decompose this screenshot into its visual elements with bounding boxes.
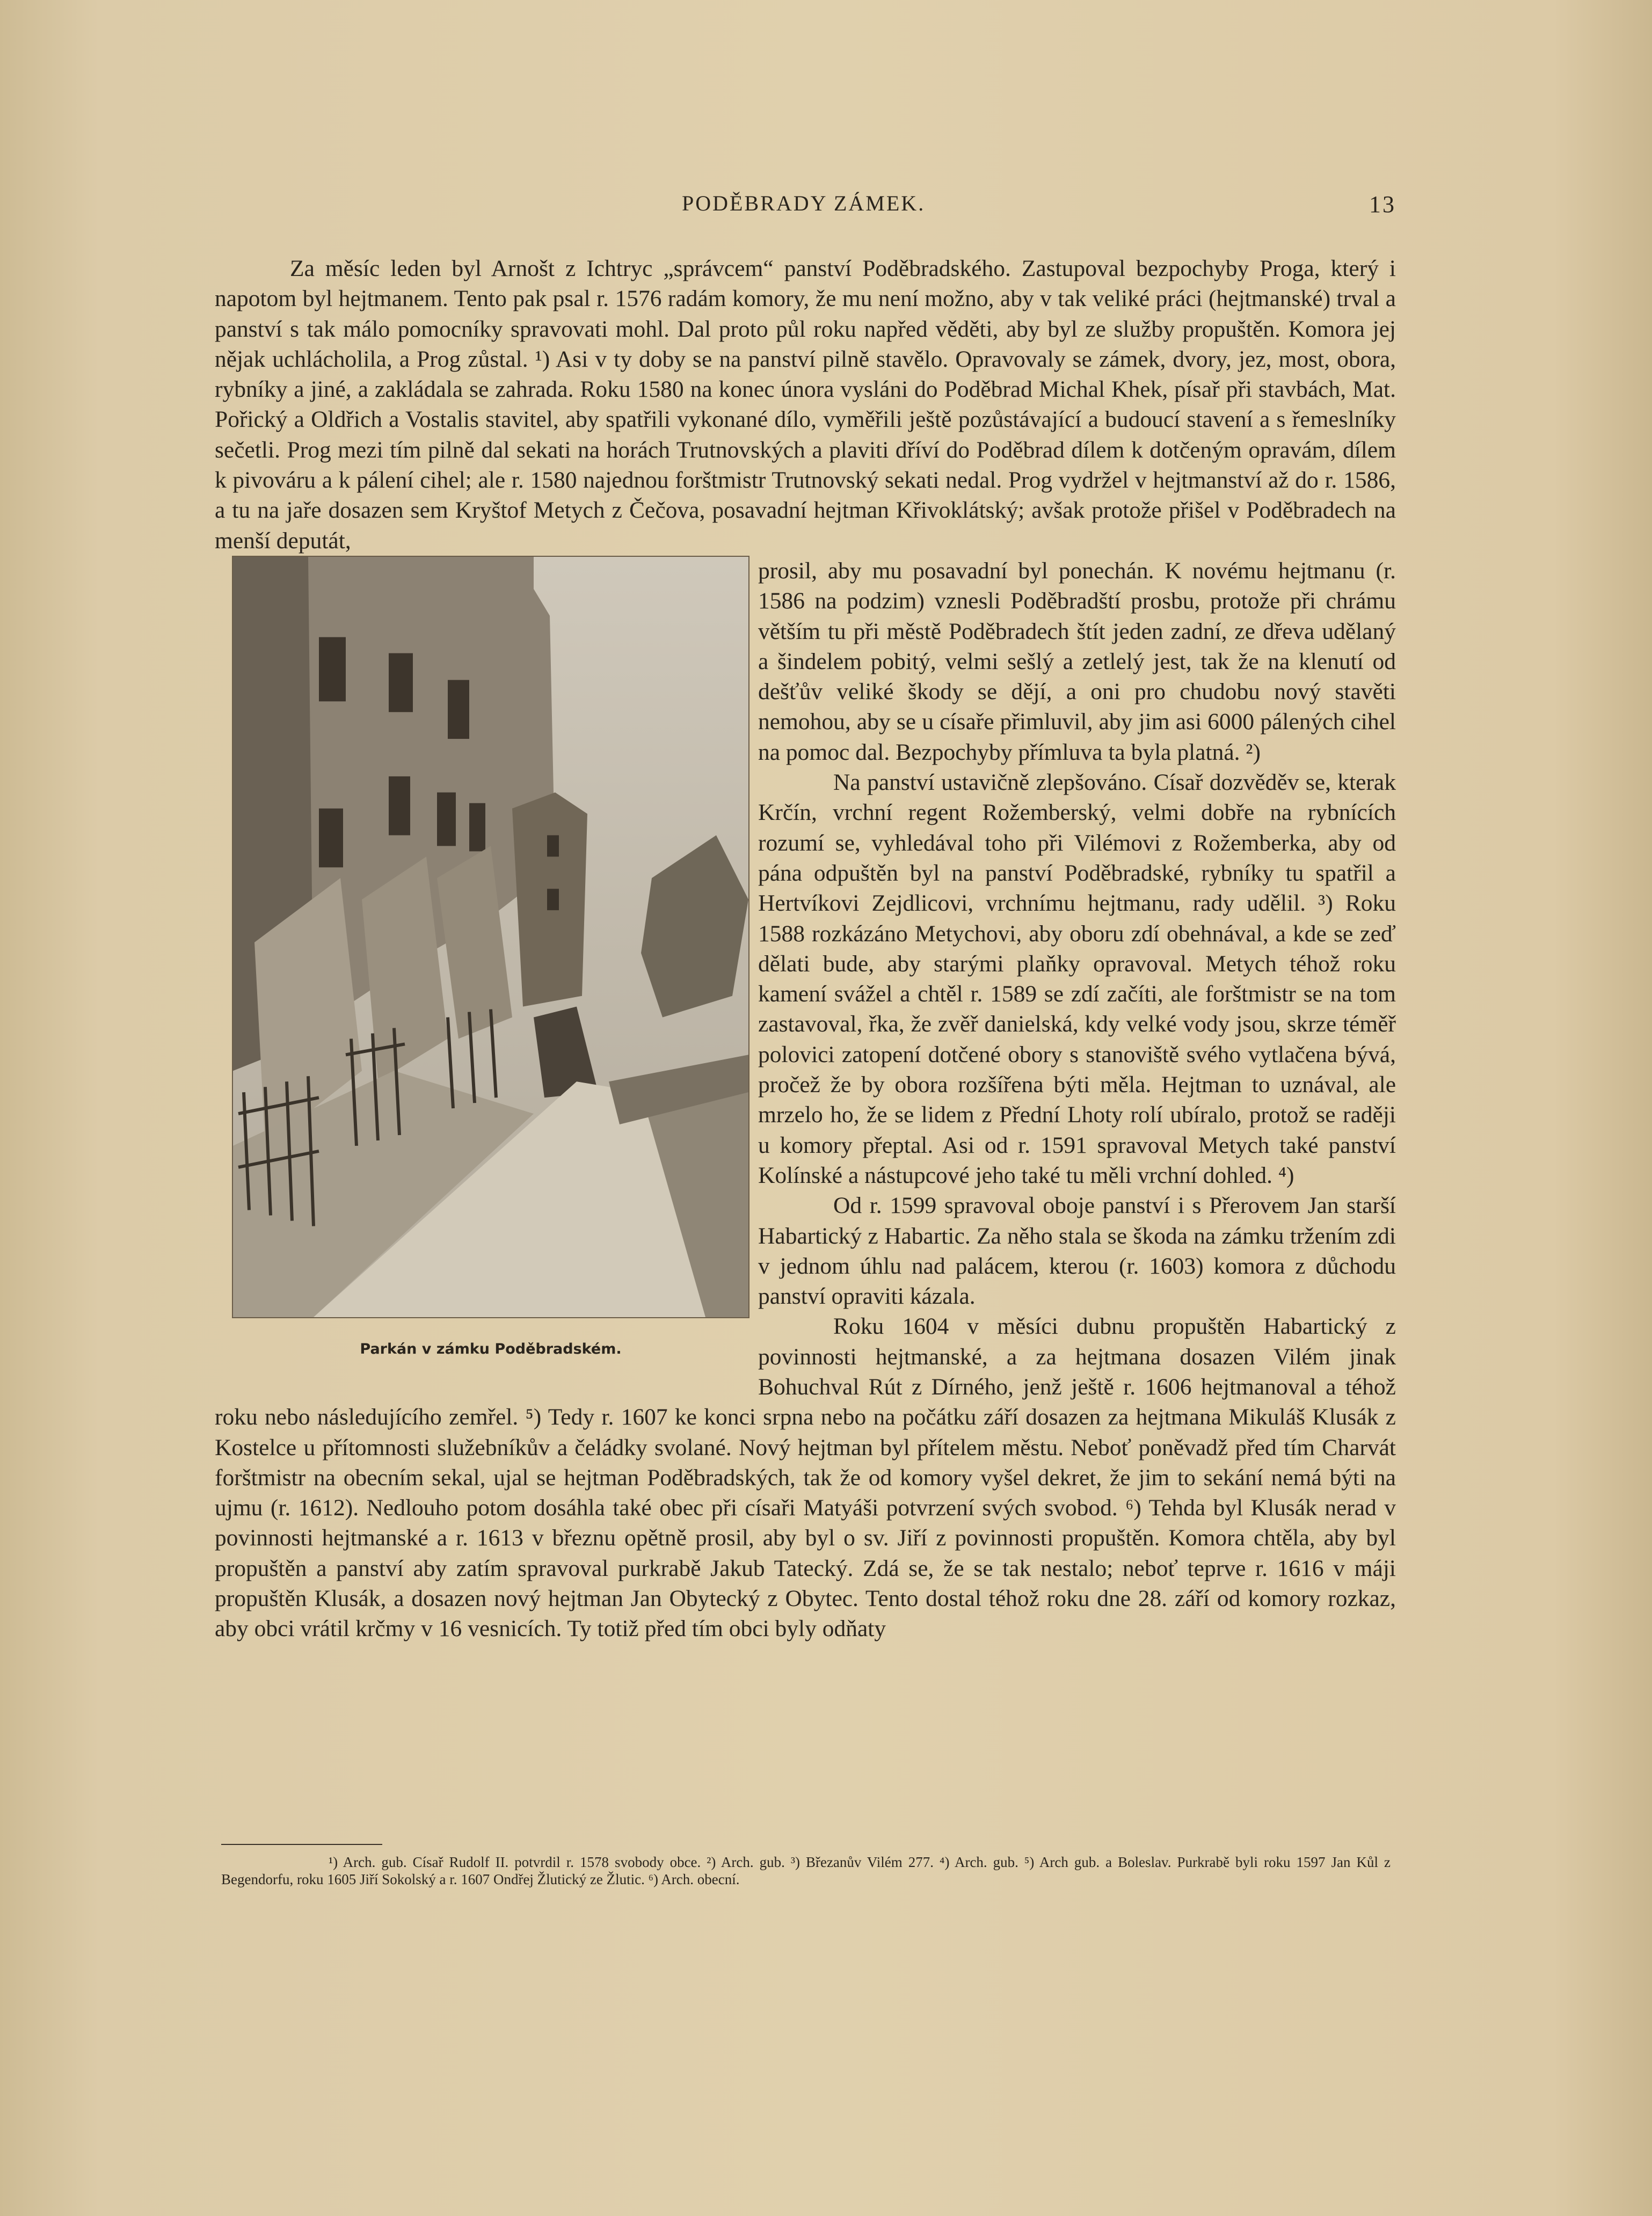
window (319, 809, 343, 868)
running-header (215, 191, 1396, 223)
window (389, 653, 413, 712)
footnote-rule (221, 1844, 382, 1845)
figure-frame (232, 556, 749, 1318)
footnote-text: ¹) Arch. gub. Císař Rudolf II. potvrdil r. 1578 svobody obce. ²) Arch. gub. ³) Březanův Vilém 277. ⁴) Arch. gub. ⁵) Arch gub. a Boleslav. Purkrabě byli roku 1597 Jan Kůl z Begendorfu, roku 1605 Jiří Sokolský a r. 1607 Ondřej Žlutický ze Žlutic. ⁶) Arch. obecní. (221, 1854, 1391, 1887)
window (469, 803, 485, 852)
page-title: PODĚBRADY ZÁMEK. (682, 191, 926, 215)
page-number: 13 (1369, 191, 1396, 217)
body-text (215, 253, 1396, 1644)
figure-caption: Parkán v zámku Poděbradském. (360, 1340, 622, 1357)
window (319, 637, 346, 702)
window (437, 793, 456, 846)
paragraph-5: Roku 1604 v měsíci dubnu propuštěn Habartický z povinnosti hejtmanské, a za hejtmana dosazen Vilém jinak Bohuchval Rút z Dírného, jenž ještě r. 1606 hejtmanoval a téhož roku nebo následujícího zemřel. ⁵) Tedy r. 1607 ke konci srpna nebo na počátku září dosazen za hejtmana Mikuláš Klusák z Kostelce u přítomnosti služebníkův a čeládky svolané. Nový hejtman byl přítelem městu. Neboť poněvadž před tím Charvát forštmistr na obecním sekal, ujal se hejtman Poděbradských, tak že od komory vyšel dekret, že jim to sekání nemá býti na ujmu (r. 1612). Nedlouho potom dosáhla také obec při císaři Matyáši potvrzení svých svobod. ⁶) Tehda byl Klusák nerad v povinnosti hejtmanské a r. 1613 v březnu opětně prosil, aby byl o sv. Jiří z povinnosti propuštěn. Komora chtěla, aby byl propuštěn a panství aby zatím spravoval purkrabě Jakub Tatecký. Zdá se, že se tak nestalo; neboť teprve r. 1616 v máji propuštěn Klusák, a dosazen nový hejtman Jan Obytecký z Obytec. Tento dostal téhož roku dne 28. září od komory rozkaz, aby obci vrátil krčmy v 16 vesnicích. Ty totiž před tím obci byly odňaty (215, 1313, 1396, 1642)
window (389, 776, 410, 835)
footnotes (221, 1854, 1391, 1888)
figure (215, 556, 757, 1377)
engraving-courtyard-image (233, 557, 748, 1317)
paragraph-3: Na panství ustavičně zlepšováno. Císař dozvěděv se, kterak Krčín, vrchní regent Rožemberský, velmi dobře na rybnících rozumí se, vyhledával toho při Vilémovi z Rožemberka, aby od pána odpuštěn byl na panství Poděbradské, rybníky tu spatřil a Hertvíkovi Zejdlicovi, vrchnímu hejtmanu, rady udělil. ³) Roku 1588 rozkázáno Metychovi, aby oboru zdí obehnával, a kde se zeď dělati bude, aby starými plaňky opravoval. Metych téhož roku kamení svážel a chtěl r. 1589 se zdí začíti, ale forštmistr se na tom zastavoval, řka, že zvěř danielská, kdy velké vody jsou, skrze téměř polovici zatopení dotčené obory s stanoviště svého vytlačena bývá, pročež že by obora rozšířena býti měla. Hejtman to uznával, ale mrzelo ho, že se lidem z Přední Lhoty rolí ubíralo, protož se raději u komory přeptal. Asi od r. 1591 spravoval Metych také panství Kolínské a nástupcové jeho také tu měli vrchní dohled. ⁴) (758, 769, 1396, 1188)
paragraph-1: Za měsíc leden byl Arnošt z Ichtryc „správcem“ panství Poděbradského. Zastupoval bezpochyby Proga, který i napotom byl hejtmanem. Tento pak psal r. 1576 radám komory, že mu není možno, aby v tak veliké práci (hejtmanské) trval a panství s tak málo pomocníky spravovati mohl. Dal proto půl roku napřed věděti, aby byl ze služby propuštěn. Komora jej nějak uchlácholila, a Prog zůstal. ¹) Asi v ty doby se na panství pilně stavělo. Opravovaly se zámek, dvory, jez, most, obora, rybníky a jiné, a zakládala se zahrada. Roku 1580 na konec února vysláni do Poděbrad Michal Khek, písař při stavbách, Mat. Pořický a Oldřich a Vostalis stavitel, aby spatřili vykonané dílo, vyměřili ještě pozůstávající a budoucí stavení a s řemeslníky sečetli. Prog mezi tím pilně dal sekati na horách Trutnovských a plaviti dříví do Poděbrad dílem k dotčeným opravám, dílem k pivováru a k pálení cihel; ale r. 1580 najednou forštmistr Trutnovský sekati nedal. Prog vydržel v hejtmanství až do r. 1586, a tu na jaře dosazen sem Kryštof Metych z Čečova, posavadní hejtman Křivoklátský; avšak protože přišel v Poděbradech na menší deputát, (215, 256, 1396, 554)
paragraph-2: prosil, aby mu posavadní byl ponechán. K novému hejtmanu (r. 1586 na podzim) vznesli Poděbradští prosbu, protože při chrámu větším tu při městě Poděbradech štít jeden zadní, ze dřeva udělaný a šindelem pobitý, velmi sešlý a zetlelý jest, tak že na klenutí od dešťův veliké škody se dějí, a oni pro chudobu nový stavěti nemohou, aby se u císaře přimluvil, aby jim asi 6000 pálených cihel na pomoc dal. Bezpochyby přímluva ta byla platná. ²) (758, 557, 1396, 765)
window (448, 680, 469, 739)
paragraph-4: Od r. 1599 spravoval oboje panství i s Přerovem Jan starší Habartický z Habartic. Za něho stala se škoda na zámku tržením zdi v jednom úhlu nad palácem, kterou (r. 1603) komora z důchodu panství opraviti kázala. (758, 1193, 1396, 1310)
tower-window (547, 835, 559, 857)
tower-window (547, 889, 559, 910)
